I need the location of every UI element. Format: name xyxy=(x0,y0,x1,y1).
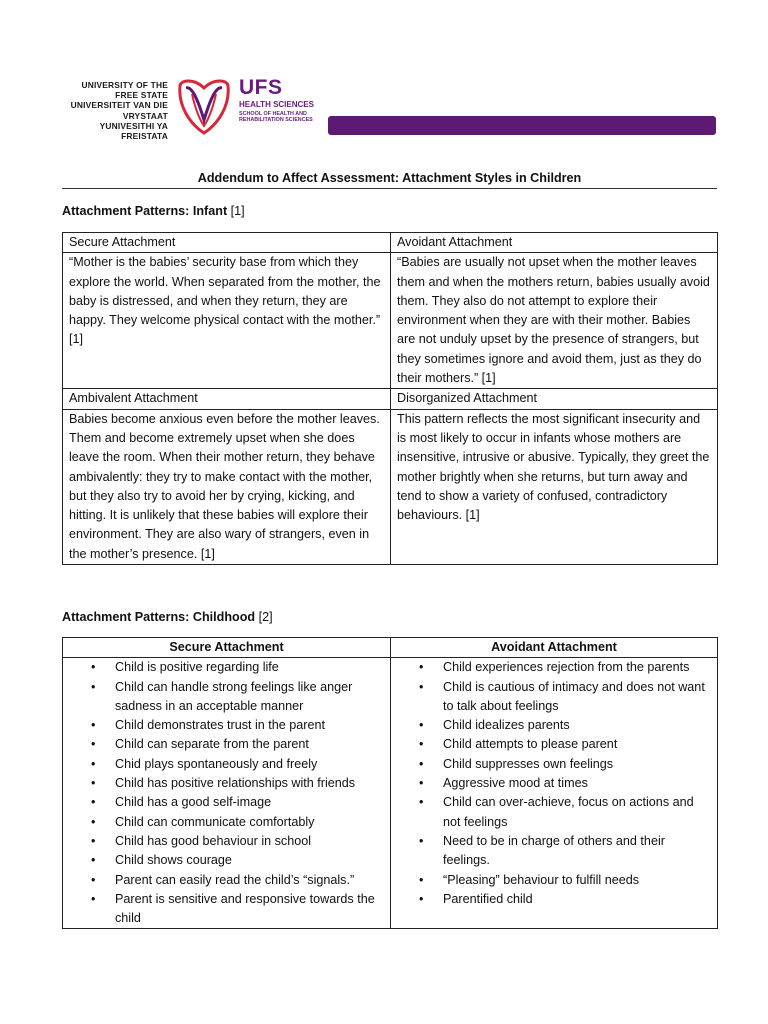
list-item: • Need to be in charge of others and their feelings. xyxy=(397,832,711,871)
childhood-secure-list-cell xyxy=(63,658,391,929)
list-item: • Parent can easily read the child’s “signals.” xyxy=(69,871,384,890)
secure-attachment-description: “Mother is the babies’ security base from which they explore the world. When separated from the mother, the baby is distressed, and when they return, they are happy. They welcome physical contact with the mother.” [1] xyxy=(63,253,391,389)
list-item: • Chid plays spontaneously and freely xyxy=(69,755,384,774)
childhood-attachment-table xyxy=(62,637,718,929)
ufs-wordmark: UFS xyxy=(239,76,283,99)
disorganized-attachment-description: This pattern reflects the most significant insecurity and is most likely to occur in infants whose mothers are insensitive, intrusive or abusive. Typically, they greet the mother brightly when she returns, but turn away and tend to show a variety of confused, contradictory behaviours. [1] xyxy=(391,409,718,564)
list-item: • Child can over-achieve, focus on actions and not feelings xyxy=(397,793,711,832)
childhood-heading-text: Attachment Patterns: Childhood xyxy=(62,610,256,624)
list-item: • Parent is sensitive and responsive towards the child xyxy=(69,890,384,929)
university-name xyxy=(60,80,168,141)
university-name-line: YUNIVESITHI YA xyxy=(99,120,168,131)
list-item: • Child idealizes parents xyxy=(397,716,711,735)
ambivalent-attachment-header: Ambivalent Attachment xyxy=(63,389,391,409)
university-name-line: UNIVERSITEIT VAN DIE xyxy=(70,100,168,111)
crest-inner-v xyxy=(186,88,222,120)
childhood-section-heading xyxy=(62,609,273,625)
table-row xyxy=(63,638,718,658)
school-name-line: REHABILITATION SCIENCES xyxy=(239,117,313,124)
table-row xyxy=(63,658,718,929)
secure-traits-list xyxy=(69,658,384,928)
list-item: • Child experiences rejection from the parents xyxy=(397,658,711,677)
table-row xyxy=(63,253,718,389)
list-item: • Child can separate from the parent xyxy=(69,735,384,754)
list-item: • Child attempts to please parent xyxy=(397,735,711,754)
university-crest-logo xyxy=(174,76,234,136)
childhood-avoidant-header: Avoidant Attachment xyxy=(391,638,718,658)
university-name-line: UNIVERSITY OF THE xyxy=(81,80,168,90)
table-row xyxy=(63,233,718,253)
childhood-avoidant-list-cell xyxy=(391,658,718,929)
list-item: • “Pleasing” behaviour to fulfill needs xyxy=(397,871,711,890)
university-name-line: VRYSTAAT xyxy=(122,110,168,121)
infant-section-heading xyxy=(62,203,245,219)
secure-attachment-header: Secure Attachment xyxy=(63,233,391,253)
list-item: • Child has positive relationships with friends xyxy=(69,774,384,793)
school-name-line: SCHOOL OF HEALTH AND xyxy=(239,111,307,117)
title-divider xyxy=(62,188,717,189)
avoidant-attachment-header: Avoidant Attachment xyxy=(391,233,718,253)
list-item: • Child suppresses own feelings xyxy=(397,755,711,774)
table-row xyxy=(63,409,718,564)
list-item: • Child is positive regarding life xyxy=(69,658,384,677)
health-sciences-label: HEALTH SCIENCES xyxy=(239,100,314,109)
avoidant-traits-list xyxy=(397,658,711,909)
infant-attachment-table xyxy=(62,232,718,565)
header-accent-bar xyxy=(328,116,716,135)
disorganized-attachment-header: Disorganized Attachment xyxy=(391,389,718,409)
table-row xyxy=(63,389,718,409)
infant-heading-ref: [1] xyxy=(227,204,245,218)
school-name xyxy=(239,111,329,124)
list-item: • Child can communicate comfortably xyxy=(69,813,384,832)
university-name-line: FREE STATE xyxy=(115,90,168,101)
list-item: • Child has a good self-image xyxy=(69,793,384,812)
list-item: • Child can handle strong feelings like anger sadness in an acceptable manner xyxy=(69,678,384,717)
list-item: • Child shows courage xyxy=(69,851,384,870)
list-item: • Child demonstrates trust in the parent xyxy=(69,716,384,735)
university-name-line: FREISTATA xyxy=(121,131,168,142)
infant-heading-text: Attachment Patterns: Infant xyxy=(62,204,228,218)
childhood-secure-header: Secure Attachment xyxy=(63,638,391,658)
avoidant-attachment-description: “Babies are usually not upset when the mother leaves them and when the mothers return, babies usually avoid them. They also do not attempt to explore their environment when they are with their mother. Babies are not unduly upset by the presence of strangers, but they sometimes ignore and avoid them, just as they do their mothers.” [1] xyxy=(391,253,718,389)
ambivalent-attachment-description: Babies become anxious even before the mother leaves. Them and become extremely upset when she does leave the room. When their mother return, they behave ambivalently: they try to make contact with the mother, but they also try to avoid her by crying, kicking, and hitting. It is unlikely that these babies will explore their environment. They are also wary of strangers, even in the mother’s presence. [1] xyxy=(63,409,391,564)
list-item: • Parentified child xyxy=(397,890,711,909)
document-title: Addendum to Affect Assessment: Attachment Styles in Children xyxy=(197,171,582,185)
childhood-heading-ref: [2] xyxy=(255,610,273,624)
list-item: • Child is cautious of intimacy and does not want to talk about feelings xyxy=(397,678,711,717)
list-item: • Child has good behaviour in school xyxy=(69,832,384,851)
list-item: • Aggressive mood at times xyxy=(397,774,711,793)
